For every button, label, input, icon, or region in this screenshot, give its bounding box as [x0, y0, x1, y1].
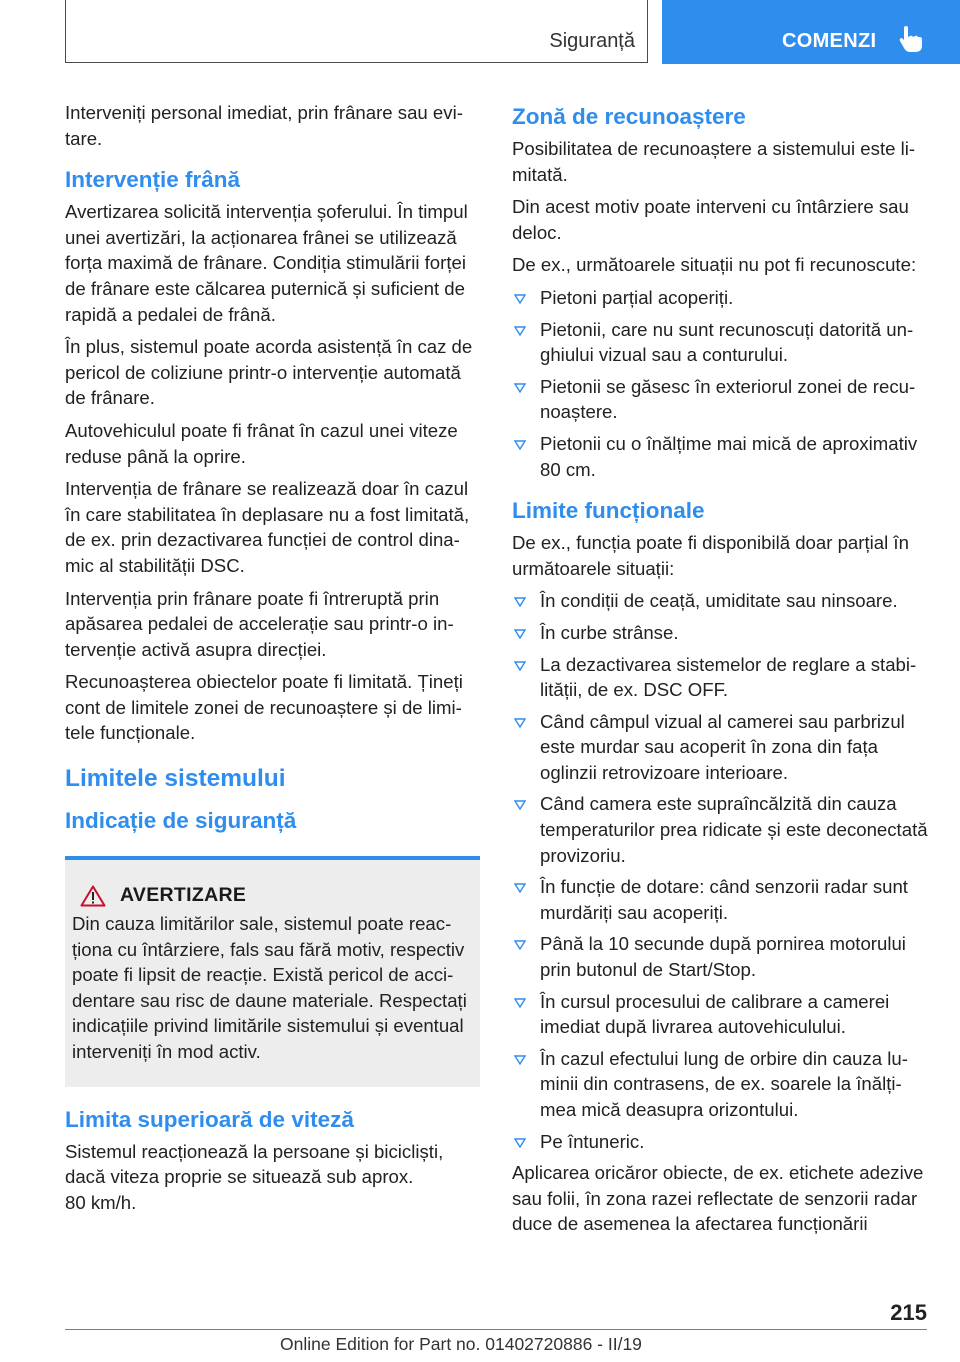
list-item: [512, 652, 928, 703]
list-item-text: Când câmpul vizual al camerei sau parbrizul este murdar sau acoperit în zona din fața oglinzii retrovizoare interioare.: [540, 710, 905, 783]
heading-safety-note: Indicație de siguranță: [65, 808, 297, 834]
list-item: [512, 620, 928, 646]
warning-text: Din cauza limitărilor sale, sistemul poate reacționa cu întârziere, fals sau fără motiv, respectiv poate fi lipsit de reacție. Există pericol de accidentare sau risc de daune materiale. Respectați indicațiile privind limitările sistemului și eventual interveniți în mod activ.: [72, 913, 467, 1063]
list-item-text: Pietonii, care nu sunt recunoscuți datorită unghiului vizual sau a conturului.: [540, 318, 914, 366]
list-item-text: Pe întuneric.: [540, 1130, 645, 1152]
list-item-text: Când camera este supraîncălzită din cauza temperaturilor prea ridicate și este deconectată provizoriu.: [540, 793, 928, 866]
undetectable-list: [512, 285, 928, 482]
triangle-bullet-icon: [514, 1055, 526, 1065]
paragraph: [65, 1139, 480, 1216]
heading-brake-intervention: Intervenție frână: [65, 167, 241, 193]
paragraph: Autovehiculul poate fi frânat în cazul unei viteze reduse până la oprire.: [65, 419, 458, 467]
section-tab[interactable]: [65, 0, 648, 63]
right-column: [512, 100, 928, 1244]
footer-divider: [65, 1329, 927, 1330]
page-header: [0, 0, 960, 66]
warning-header: [72, 884, 474, 907]
paragraph: Aplicarea oricăror obiecte, de ex. etichete adezive sau folii, în zona razei reflectate de senzorii radar duce de asemenea la afectarea funcționării: [512, 1162, 924, 1235]
list-item-text: În funcție de dotare: când senzorii radar sunt murdăriți sau acoperiți.: [540, 876, 908, 923]
paragraph: Intervenția prin frânare poate fi întreruptă prin apăsarea pedalei de accelerație sau printr-o intervenție activă asupra direcției.: [65, 587, 454, 660]
hand-pointer-icon: [898, 25, 924, 53]
paragraph: Din acest motiv poate interveni cu întârziere sau deloc.: [512, 196, 909, 243]
triangle-bullet-icon: [514, 440, 526, 450]
list-item: [512, 874, 928, 925]
list-item-text: Pietonii se găsesc în exteriorul zonei de recunoaștere.: [540, 375, 916, 423]
heading-speed-limit: Limita superioară de viteză: [65, 1106, 354, 1132]
warning-box: [65, 856, 480, 1087]
functional-limits-list: [512, 588, 928, 1154]
triangle-bullet-icon: [514, 597, 526, 607]
list-item: [512, 1129, 928, 1155]
heading-system-limits: Limitele sistemului: [65, 765, 286, 793]
section-label: Siguranță: [549, 30, 635, 52]
paragraph: În plus, sistemul poate acorda asistență în caz de pericol de coliziune printr-o intervenție automată de frânare.: [65, 336, 473, 409]
left-column: [65, 100, 480, 1215]
list-item-text: Până la 10 secunde după pornirea motorului prin butonul de Start/Stop.: [540, 933, 906, 981]
list-item: [512, 285, 928, 311]
triangle-bullet-icon: [514, 998, 526, 1008]
triangle-bullet-icon: [514, 294, 526, 304]
chapter-label: COMENZI: [782, 30, 877, 52]
list-item: [512, 709, 928, 786]
list-item: [512, 431, 928, 482]
speed-value: 80 km/h.: [65, 1191, 137, 1213]
paragraph: Avertizarea solicită intervenția șoferului. În timpul unei avertizări, la acționarea frânei se utilizează forța maximă de frânare. Condiția stimulării forței de frânare este călcarea puternică și suficient de rapidă a pedalei de frână.: [65, 201, 468, 325]
page-number: 215: [890, 1300, 927, 1325]
list-item-text: În cursul procesului de calibrare a camerei imediat după livrarea autovehiculului.: [540, 990, 890, 1038]
paragraph: Intervenția de frânare se realizează doar în cazul în care stabilitatea în deplasare nu a fost limitată, de ex. prin dezactivarea funcției de control dinamic al stabilității DSC.: [65, 478, 470, 576]
list-item: [512, 1046, 928, 1123]
heading-detection-zone: Zonă de recunoaștere: [512, 104, 746, 129]
list-item: [512, 791, 928, 868]
list-item-text: În curbe strânse.: [540, 621, 679, 643]
paragraph: De ex., următoarele situații nu pot fi recunoscute:: [512, 254, 917, 276]
list-item: [512, 588, 928, 614]
triangle-bullet-icon: [514, 940, 526, 950]
intro-paragraph: Interveniți personal imediat, prin frânare sau evitare.: [65, 102, 463, 149]
warning-triangle-icon: [80, 885, 106, 907]
triangle-bullet-icon: [514, 383, 526, 393]
triangle-bullet-icon: [514, 661, 526, 671]
chapter-tab[interactable]: [662, 0, 960, 64]
list-item-text: Pietoni parțial acoperiți.: [540, 286, 734, 308]
warning-title: AVERTIZARE: [120, 884, 247, 907]
list-item-text: Pietonii cu o înălțime mai mică de aproximativ 80 cm.: [540, 432, 918, 480]
paragraph: Recunoașterea obiectelor poate fi limitată. Țineți cont de limitele zonei de recunoaștere și de limitele funcționale.: [65, 671, 463, 744]
triangle-bullet-icon: [514, 883, 526, 893]
speed-text: Sistemul reacționează la persoane și bicicliști, dacă viteza proprie se situează sub aprox.: [65, 1140, 444, 1188]
triangle-bullet-icon: [514, 326, 526, 336]
paragraph: De ex., funcția poate fi disponibilă doar parțial în următoarele situații:: [512, 532, 909, 579]
list-item: [512, 931, 928, 982]
list-item: [512, 989, 928, 1040]
triangle-bullet-icon: [514, 800, 526, 810]
triangle-bullet-icon: [514, 629, 526, 639]
heading-functional-limits: Limite funcționale: [512, 498, 705, 524]
list-item-text: La dezactivarea sistemelor de reglare a stabilității, de ex. DSC OFF.: [540, 653, 917, 701]
list-item: [512, 317, 928, 368]
paragraph: Posibilitatea de recunoaștere a sistemului este limitată.: [512, 138, 916, 185]
triangle-bullet-icon: [514, 1138, 526, 1148]
triangle-bullet-icon: [514, 718, 526, 728]
list-item-text: În condiții de ceață, umiditate sau ninsoare.: [540, 590, 898, 612]
footer-edition: Online Edition for Part no. 01402720886 - II/19: [280, 1334, 642, 1354]
list-item: [512, 374, 928, 425]
list-item-text: În cazul efectului lung de orbire din cauza luminii din contrasens, de ex. soarele la înălțimea mică deasupra orizontului.: [540, 1047, 908, 1120]
